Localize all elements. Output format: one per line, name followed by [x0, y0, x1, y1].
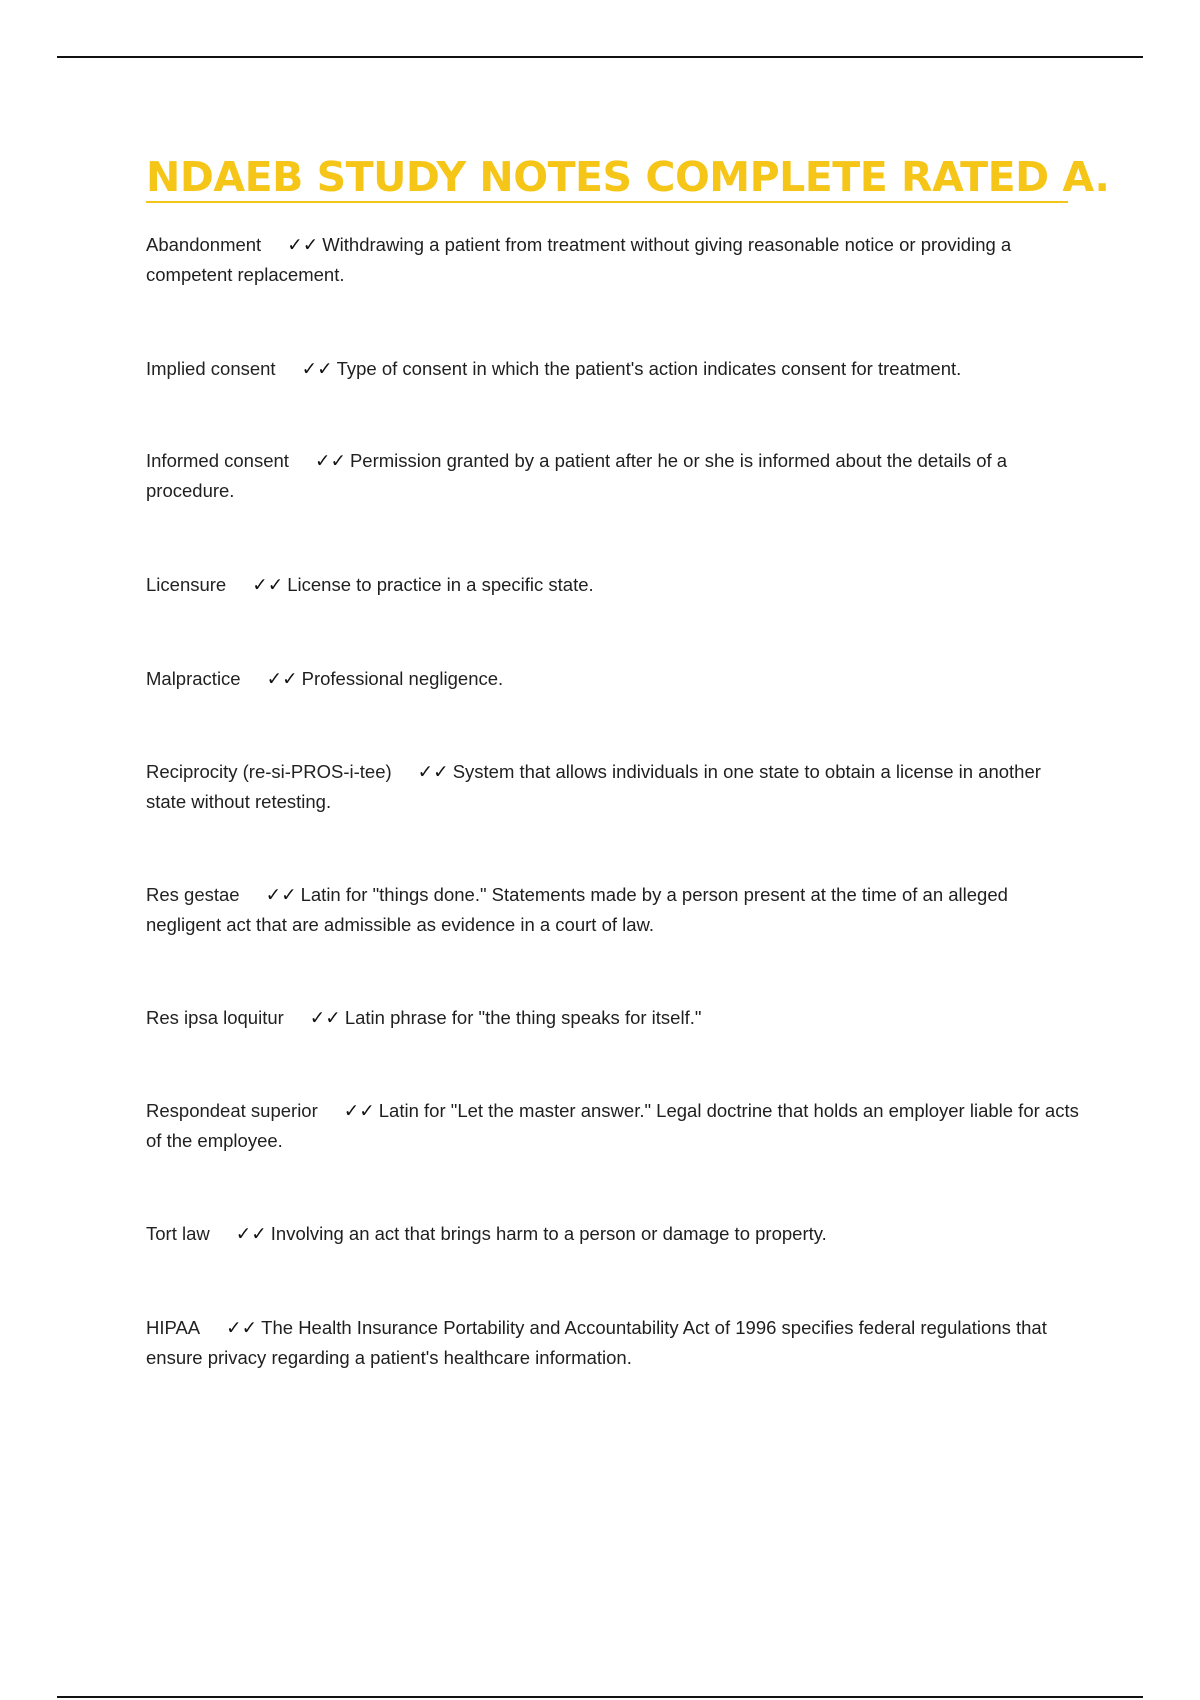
double-check-icon: ✓✓	[343, 1101, 375, 1122]
entry-definition: System that allows individuals in one state to obtain a license in another state without retesting.	[146, 761, 1041, 812]
entry-term: HIPAA	[146, 1317, 201, 1338]
top-rule	[57, 56, 1143, 58]
glossary-entry	[146, 230, 1086, 289]
double-check-icon: ✓✓	[252, 575, 284, 596]
entry-term: Abandonment	[146, 234, 262, 255]
glossary-entry	[146, 354, 1086, 384]
entry-term: Implied consent	[146, 358, 276, 379]
glossary-entry	[146, 1313, 1086, 1372]
double-check-icon: ✓✓	[265, 885, 297, 906]
glossary-entry	[146, 1003, 1086, 1033]
entry-definition: Latin phrase for "the thing speaks for itself."	[344, 1007, 702, 1028]
entry-term: Res gestae	[146, 884, 240, 905]
glossary-entry	[146, 1219, 1086, 1249]
entry-definition: The Health Insurance Portability and Accountability Act of 1996 specifies federal regulations that ensure privacy regarding a patient's healthcare information.	[146, 1317, 1047, 1368]
double-check-icon: ✓✓	[287, 235, 319, 256]
entry-definition: Withdrawing a patient from treatment without giving reasonable notice or providing a competent replacement.	[146, 234, 1012, 285]
document-title: NDAEB STUDY NOTES COMPLETE RATED A.	[146, 153, 1110, 201]
double-check-icon: ✓✓	[301, 359, 333, 380]
double-check-icon: ✓✓	[417, 762, 449, 783]
bottom-rule	[57, 1696, 1143, 1698]
entry-term: Res ipsa loquitur	[146, 1007, 284, 1028]
entry-term: Licensure	[146, 574, 227, 595]
entry-definition: Professional negligence.	[301, 668, 504, 689]
entry-definition: Type of consent in which the patient's action indicates consent for treatment.	[336, 358, 962, 379]
double-check-icon: ✓✓	[314, 451, 346, 472]
double-check-icon: ✓✓	[309, 1008, 341, 1029]
glossary-entry	[146, 570, 1086, 600]
double-check-icon: ✓✓	[266, 669, 298, 690]
double-check-icon: ✓✓	[226, 1318, 258, 1339]
glossary-entry	[146, 757, 1086, 816]
glossary-entry	[146, 1096, 1086, 1155]
entry-term: Reciprocity (re-si-PROS-i-tee)	[146, 761, 392, 782]
glossary-entry	[146, 664, 1086, 694]
double-check-icon: ✓✓	[235, 1224, 267, 1245]
entry-term: Respondeat superior	[146, 1100, 318, 1121]
entry-definition: Involving an act that brings harm to a person or damage to property.	[270, 1223, 827, 1244]
entry-definition: Latin for "things done." Statements made by a person present at the time of an alleged negligent act that are admissible as evidence in a court of law.	[146, 884, 1008, 935]
entry-definition: Latin for "Let the master answer." Legal doctrine that holds an employer liable for acts of the employee.	[146, 1100, 1079, 1151]
entry-term: Tort law	[146, 1223, 210, 1244]
entry-definition: License to practice in a specific state.	[287, 574, 594, 595]
title-underline	[146, 201, 1068, 203]
entry-term: Malpractice	[146, 668, 241, 689]
glossary-entry	[146, 446, 1086, 505]
entry-term: Informed consent	[146, 450, 289, 471]
entry-definition: Permission granted by a patient after he or she is informed about the details of a procedure.	[146, 450, 1008, 501]
glossary-entry	[146, 880, 1086, 939]
